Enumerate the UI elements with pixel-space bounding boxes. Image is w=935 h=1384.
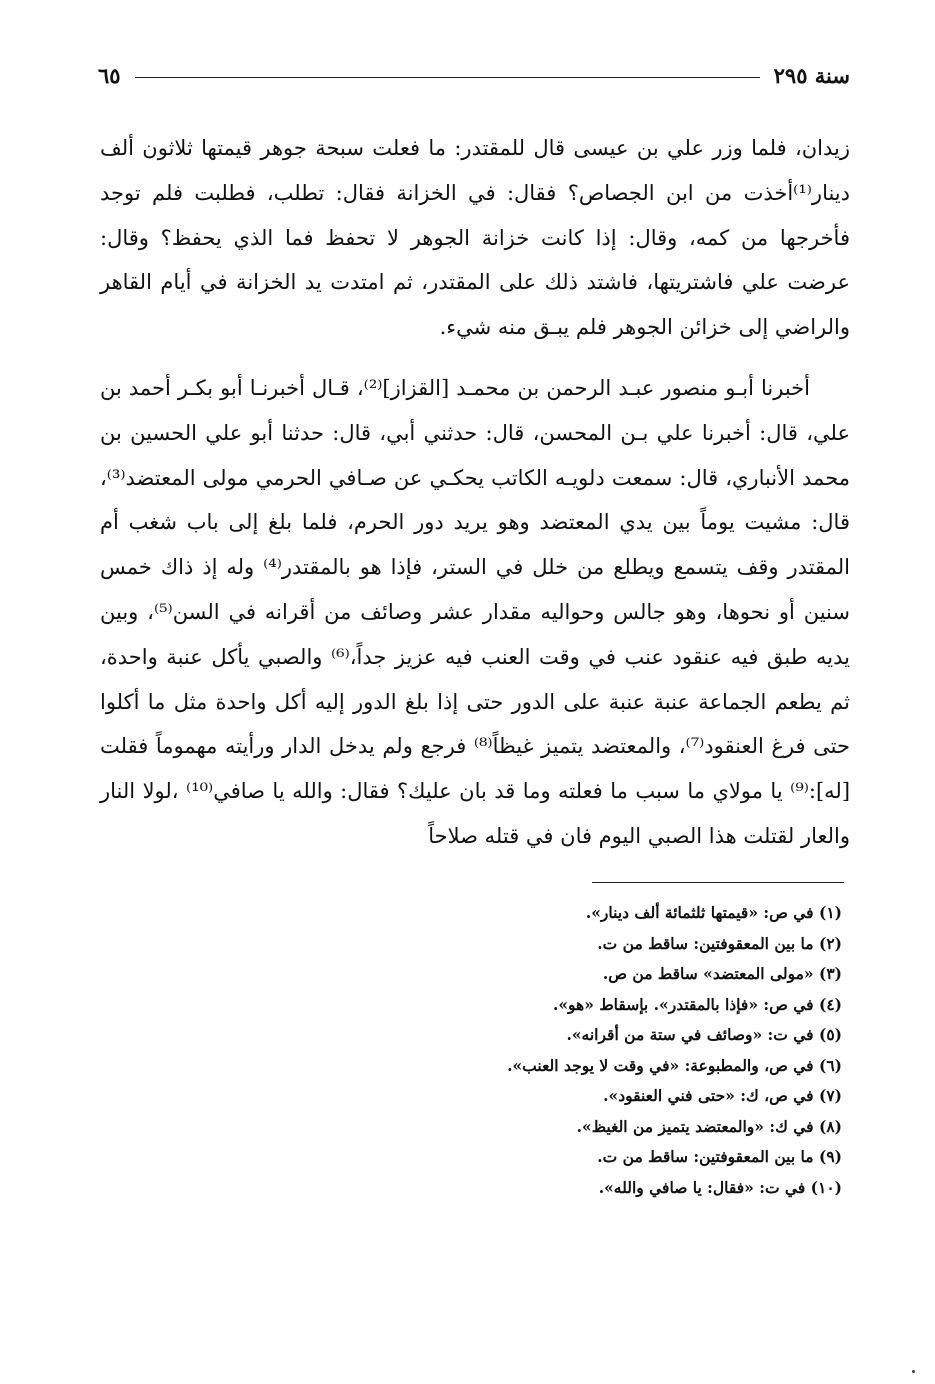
footnote: (١٠) في ت: «فقال: يا صافي والله». (598, 1177, 842, 1197)
footnote: (١) في ص: «قيمتها ثلثمائة ألف دينار». (585, 903, 842, 922)
footnote: (٨) في ك: «والمعتضد يتميز من الغيظ». (576, 1116, 842, 1136)
footnote-separator (592, 882, 844, 883)
footnote: (٧) في ص، ك: «حتى فني العنقود». (603, 1086, 842, 1105)
footnote: (٣) «مولى المعتضد» ساقط من ص. (602, 964, 842, 983)
header-rule (135, 77, 760, 78)
footnote: (٦) في ص، والمطبوعة: «في وقت لا يوجد العنب». (507, 1055, 842, 1075)
footnotes (140, 898, 842, 1203)
scan-speck (912, 1370, 915, 1373)
footnote: (٢) ما بين المعقوفتين: ساقط من ت. (597, 933, 842, 953)
running-head (98, 58, 850, 92)
footnote: (٩) ما بين المعقوفتين: ساقط من ت. (597, 1147, 842, 1166)
footnote: (٥) في ت: «وصائف في ستة من أقرانه». (566, 1025, 842, 1044)
main-text (100, 126, 850, 859)
footnote: (٤) في ص: «فإذا بالمقتدر». بإسقاط «هو». (552, 994, 842, 1014)
running-head-title: سنة ٢٩٥ (773, 62, 850, 88)
page-number: ٦٥ (98, 62, 121, 88)
paragraph: زيدان، فلما وزر علي بن عيسى قال للمقتدر: ما فعلت سبحة جوهر قيمتها ثلاثون ألف دينار⁽¹⁾أخذت من ابن الجصاص؟ فقال: في الخزانة فقال: تطلب، فطلبت فلم توجد فأخرجها من كمه، وقال: إذا كانت خزانة الجوهر لا تحفظ فما الذي يحفظ؟ وقال: عرضت علي فاشتريتها، فاشتد ذلك على المقتدر، ثم امتدت يد الخزانة في أيام القاهر والراضي إلى خزائن الجوهر فلم يبـق منه شيء. (100, 136, 850, 340)
paragraph: أخبرنا أبـو منصور عبـد الرحمن بن محمـد [القزاز]⁽²⁾، قـال أخبرنـا أبو بكـر أحمد بن علي، قال: أخبرنا علي بـن المحسن، قال: حدثني أبي، قال: حدثنا أبو علي الحسين بن محمد الأنباري، قال: سمعت دلويـه الكاتب يحكـي عن صـافي الحرمي مولى المعتضد⁽³⁾، قال: مشيت يوماً بين يدي المعتضد وهو يريد دور الحرم، فلما بلغ إلى باب شغب أم المقتدر وقف يتسمع ويطلع من خلل في الستر، فإذا هو بالمقتدر⁽⁴⁾ وله إذ ذاك خمس سنين أو نحوها، وهو جالس وحواليه مقدار عشر وصائف من أقرانه في السن⁽⁵⁾، وبين يديه طبق فيه عنقود عنب في وقت العنب فيه عزيز جداً،⁽⁶⁾ والصبي يأكل عنبة واحدة، ثم يطعم الجماعة عنبة عنبة على الدور حتى إذا بلغ الدور إليه أكل واحدة مثل ما أكلوا حتى فرغ العنقود⁽⁷⁾، والمعتضد يتميز غيظاً⁽⁸⁾ فرجع ولم يدخل الدار ورأيته مهموماً فقلت [له]:⁽⁹⁾ يا مولاي ما سبب ما فعلته وما قد بان عليك؟ فقال: والله يا صافي⁽¹⁰⁾ ،لولا النار والعار لقتلت هذا الصبي اليوم فان في قتله صلاحاً (100, 375, 851, 848)
